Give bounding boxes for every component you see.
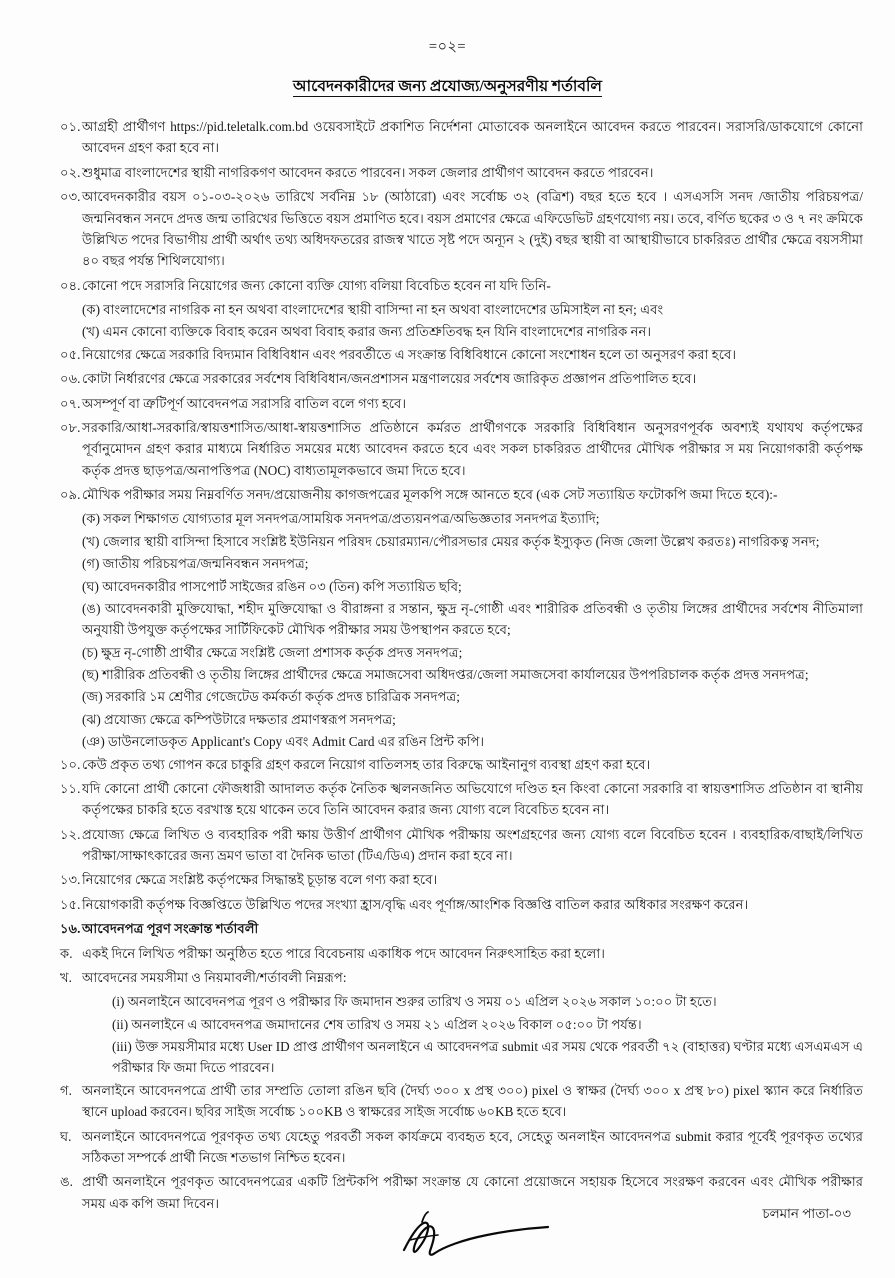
subclause-text: (খ) এমন কোনো ব্যক্তিকে বিবাহ করেন অথবা বিবাহ করার জন্য প্রতিশ্রুতিবদ্ধ হন যিনি বাংলাদেশের নাগরিক নন।: [82, 324, 652, 340]
subclause-text: (গ) জাতীয় পরিচয়পত্র/জন্মনিবন্ধন সনদপত্র;: [82, 556, 309, 572]
subclause-text: (জ) সরকারি ১ম শ্রেণীর গেজেটেড কর্মকর্তা কর্তৃক প্রদত্ত চারিত্রিক সনদপত্র;: [82, 689, 460, 705]
section-item-marker: গ.: [60, 1082, 72, 1098]
clause-number: ১২.: [60, 826, 81, 842]
roman-subclause-text: (ii) অনলাইনে এ আবেদনপত্র জমাদানের শেষ তারিখ ও সময় ২১ এপ্রিল ২০২৬ বিকাল ০৫:০০ টা পর্যন্ত।: [112, 1016, 642, 1032]
clause-text: শুধুমাত্র বাংলাদেশের স্থায়ী নাগরিকগণ আবেদন করতে পারবেন। সকল জেলার প্রার্থীগণ আবেদন করতে পারবেন।: [82, 164, 654, 180]
subclause-item: [26, 321, 869, 342]
roman-subclause-item: [26, 1036, 869, 1079]
clause-item: [26, 417, 869, 481]
clause-item: [26, 186, 869, 272]
subclause-text: (ঘ) আবেদনকারীর পাসপোর্ট সাইজের রঙিন ০৩ (তিন) কপি সত্যায়িত ছবি;: [82, 578, 462, 594]
section-item-text: প্রার্থী অনলাইনে পূরণকৃত আবেদনপত্রের একটি প্রিন্টকপি পরীক্ষা সংক্রান্ত যে কোনো প্রয়োজনে সহায়ক হিসেবে সংরক্ষণ করবেন এবং মৌখিক পরীক্ষার সময় এক কপি জমা দিবেন।: [82, 1174, 863, 1211]
subclause-item: [26, 576, 869, 597]
clause-text: কোটা নির্ধারণের ক্ষেত্রে সরকারের সর্বশেষ বিধিবিধান/জনপ্রশাসন মন্ত্রণালয়ের সর্বশেষ জারিকৃত প্রজ্ঞাপন প্রতিপালিত হবে।: [82, 371, 697, 387]
clause-text: কেউ প্রকৃত তথ্য গোপন করে চাকুরি গ্রহণ করলে নিয়োগ বাতিলসহ তার বিরুদ্ধে আইনানুগ ব্যবস্থা গ্রহণ করা হবে।: [82, 756, 651, 772]
clause-text: কোনো পদে সরাসরি নিয়োগের জন্য কোনো ব্যক্তি যোগ্য বলিয়া বিবেচিত হবেন না যদি তিনি-: [82, 277, 551, 293]
clause-item: [26, 344, 869, 365]
clause-text: সরকারি/আধা-সরকারি/স্বায়ত্তশাসিত/আধা-স্বায়ত্তশাসিত প্রতিষ্ঠানে কর্মরত প্রার্থীগণকে সরকারি বিধিবিধান অনুসরণপূর্বক অবশ্যই যথাযথ কর্তৃপক্ষের পূর্বানুমোদন গ্রহণ করার মাধ্যমে নির্ধারিত সময়ের মধ্যে আবেদন করতে হবে এবং সকল চাকরিরত প্রার্থীদের মৌখিক পরীক্ষার স ময় নিয়োগকারী কর্তৃপক্ষ কর্তৃক প্রদত্ত ছাড়পত্র/অনাপত্তিপত্র (NOC) বাধ্যতামূলকভাবে জমা দিতে হবে।: [82, 419, 863, 478]
section-item-marker: ঘ.: [60, 1128, 72, 1144]
subclause-item: [26, 686, 869, 707]
section-item-marker: ক.: [60, 945, 73, 961]
roman-subclause-text: (iii) উক্ত সময়সীমার মধ্যে User ID প্রাপ্ত প্রার্থীগণ অনলাইনে এ আবেদনপত্র submit এর সময় থেকে পরবর্তী ৭২ (বাহাত্তর) ঘণ্টার মধ্যে এসএমএস এ পরীক্ষার ফি জমা দিতে পারবেন।: [112, 1039, 863, 1076]
clause-text: প্রযোজ্য ক্ষেত্রে লিখিত ও ব্যবহারিক পরী ক্ষায় উত্তীর্ণ প্রার্থীগণ মৌখিক পরীক্ষায় অংশগ্রহণের জন্য যোগ্য বলে বিবেচিত হবেন । ব্যবহারিক/বাছাই/লিখিত পরীক্ষা/সাক্ষাৎকারের জন্য ভ্রমণ ভাতা বা দৈনিক ভাতা (টিএ/ডিএ) প্রদান করা হবে না।: [82, 826, 863, 863]
roman-subclause-item: [26, 991, 869, 1012]
section-item: [26, 1126, 869, 1169]
clause-text: নিয়োগের ক্ষেত্রে সংশ্লিষ্ট কর্তৃপক্ষের সিদ্ধান্তই চূড়ান্ত বলে গণ্য করা হবে।: [82, 872, 438, 888]
clause-item: [26, 484, 869, 505]
section-item: [26, 943, 869, 964]
clause-item: [26, 778, 869, 821]
clause-number: ১১.: [60, 780, 81, 796]
section-heading-item: [26, 918, 869, 939]
clause-item: [26, 116, 869, 159]
section-item-marker: খ.: [60, 969, 72, 985]
clause-number: ১৩.: [60, 872, 81, 888]
section-item-text: অনলাইনে আবেদনপত্রে পূরণকৃত তথ্য যেহেতু পরবর্তী সকল কার্যক্রমে ব্যবহৃত হবে, সেহেতু অনলাইন আবেদনপত্র submit করার পূর্বেই পূরণকৃত তথ্যের সঠিকতা সম্পর্কে প্রার্থী নিজে শতভাগ নিশ্চিত হবেন।: [82, 1128, 863, 1165]
section-item: [26, 967, 869, 988]
clause-item: [26, 894, 869, 915]
clause-text: আগ্রহী প্রার্থীগণ https://pid.teletalk.com.bd ওয়েবসাইটে প্রকাশিত নির্দেশনা মোতাবেক অনলাইনে আবেদন করতে পারবেন। সরাসরি/ডাকযোগে কোনো আবেদন গ্রহণ করা হবে না।: [82, 119, 863, 156]
section-heading-text: আবেদনপত্র পূরণ সংক্রান্ত শর্তাবলী: [82, 921, 259, 937]
subclause-text: (ছ) শারীরিক প্রতিবন্ধী ও তৃতীয় লিঙ্গের প্রার্থীদের ক্ষেত্রে সমাজসেবা অধিদপ্তর/জেলা সমাজসেবা কার্যালয়ের উপপরিচালক কর্তৃক প্রদত্ত সনদপত্র;: [82, 667, 809, 682]
page-title-text: আবেদনকারীদের জন্য প্রযোজ্য/অনুসরণীয় শর্তাবলি: [293, 78, 602, 95]
clause-number: ০৬.: [60, 371, 81, 387]
subclause-item: [26, 299, 869, 320]
subclause-item: [26, 553, 869, 574]
section-item-marker: ঙ.: [60, 1174, 73, 1190]
roman-subclause-item: [26, 1014, 869, 1035]
subclause-item: [26, 709, 869, 730]
clause-number: ১০.: [60, 756, 81, 772]
clause-number: ০৪.: [60, 277, 81, 293]
clause-number: ০৯.: [60, 487, 81, 502]
clause-text: মৌখিক পরীক্ষার সময় নিম্নবর্ণিত সনদ/প্রয়োজনীয় কাগজপত্রের মূলকপি সঙ্গে আনতে হবে (এক সেট সত্যায়িত ফটোকপি জমা দিতে হবে):-: [82, 487, 778, 502]
signature-icon: [352, 1202, 582, 1272]
clause-item: [26, 824, 869, 867]
subclause-text: (চ) ক্ষুদ্র নৃ-গোষ্ঠী প্রার্থীর ক্ষেত্রে সংশ্লিষ্ট জেলা প্রশাসক কর্তৃক প্রদত্ত সনদপত্র;: [82, 644, 463, 660]
subclause-item: [26, 664, 869, 685]
clause-text: আবেদনকারীর বয়স ০১-০৩-২০২৬ তারিখে সর্বনিম্ন ১৮ (আঠারো) এবং সর্বোচ্চ ৩২ (বত্রিশ) বছর হতে হবে । এসএসসি সনদ /জাতীয় পরিচয়পত্র/জন্মনিবন্ধন সনদে প্রদত্ত জন্ম তারিখের ভিত্তিতে বয়স প্রমাণিত হবে। বয়স প্রমাণের ক্ষেত্রে এফিডেভিট গ্রহণযোগ্য নয়। তবে, বর্ণিত ছকের ৩ ও ৭ নং ক্রমিকে উল্লিখিত পদের বিভাগীয় প্রার্থী অর্থাৎ তথ্য অধিদফতরের রাজস্ব খাতে সৃষ্ট পদে অন্যূন ২ (দুই) বছর স্থায়ী বা আস্থায়ীভাবে চাকরিরত প্রার্থীর ক্ষেত্রে বয়সসীমা ৪০ বছর পর্যন্ত শিথিলযোগ্য।: [82, 189, 863, 269]
continuation-note: চলমান পাতা-০৩: [762, 1206, 851, 1221]
page-title: [26, 74, 869, 100]
clause-number: ১৫.: [60, 896, 81, 912]
subclause-text: (ঝ) প্রযোজ্য ক্ষেত্রে কম্পিউটারে দক্ষতার প্রমাণস্বরূপ সনদপত্র;: [82, 711, 396, 727]
clause-text: যদি কোনো প্রার্থী কোনো ফৌজধারী আদালত কর্তৃক নৈতিক স্খলনজনিত অভিযোগে দণ্ডিত হন কিংবা কোনো সরকারি বা স্বায়ত্তশাসিত প্রতিষ্ঠান বা স্থানীয় কর্তৃপক্ষের চাকরি হতে বরখাস্ত হয়ে থাকেন তবে তিনি আবেদন করার জন্য যোগ্য বলে বিবেচিত হবেন না।: [82, 780, 863, 818]
clause-number: ০৫.: [60, 346, 81, 362]
clause-number: ০২.: [60, 164, 81, 180]
subclause-item: [26, 598, 869, 641]
subclause-item: [26, 531, 869, 552]
subclause-text: (ঞ) ডাউনলোডকৃত Applicant's Copy এবং Admit Card এর রঙিন প্রিন্ট কপি।: [82, 734, 485, 750]
clause-item: [26, 162, 869, 183]
clause-text: নিয়োগকারী কর্তৃপক্ষ বিজ্ঞপ্তিতে উল্লিখিত পদের সংখ্যা হ্রাস/বৃদ্ধি এবং পূর্ণাঙ্গ/আংশিক বিজ্ঞপ্তি বাতিল করার অধিকার সংরক্ষণ করেন।: [82, 896, 749, 912]
clause-item: [26, 869, 869, 890]
subclause-text: (ক) সকল শিক্ষাগত যোগ্যতার মূল সনদপত্র/সাময়িক সনদপত্র/প্রত্যয়নপত্র/অভিজ্ঞতার সনদপত্র ইত্যাদি;: [82, 511, 600, 527]
section-item-text: একই দিনে লিখিত পরীক্ষা অনুষ্ঠিত হতে পারে বিবেচনায় একাধিক পদে আবেদন নিরুৎসাহিত করা হলো।: [82, 945, 605, 961]
subclause-text: (ঙ) আবেদনকারী মুক্তিযোদ্ধা, শহীদ মুক্তিযোদ্ধা ও বীরাঙ্গনা র সন্তান, ক্ষুদ্র নৃ-গোষ্ঠী এবং শারীরিক প্রতিবন্ধী ও তৃতীয় লিঙ্গের প্রার্থীদের সর্বশেষ নীতিমালা অনুযায়ী উপযুক্ত কর্তৃপক্ষের সার্টিফিকেট মৌখিক পরীক্ষার সময় উপস্থাপন করতে হবে;: [82, 600, 863, 638]
clause-item: [26, 275, 869, 296]
subclause-text: (খ) জেলার স্থায়ী বাসিন্দা হিসাবে সংশ্লিষ্ট ইউনিয়ন পরিষদ চেয়ারম্যান/পৌরসভার মেয়র কর্তৃক ইস্যুকৃত (নিজ জেলা উল্লেখ করতঃ) নাগরিকত্ব সনদ;: [82, 533, 820, 549]
signature: [352, 1202, 582, 1272]
clause-item: [26, 368, 869, 389]
page-number-marker: =০২=: [428, 39, 467, 55]
clause-number: ০৭.: [60, 395, 81, 411]
section-item: [26, 1080, 869, 1123]
clause-item: [26, 754, 869, 775]
subclause-item: [26, 642, 869, 663]
roman-subclause-text: (i) অনলাইনে আবেদনপত্র পূরণ ও পরীক্ষার ফি জমাদান শুরুর তারিখ ও সময় ০১ এপ্রিল ২০২৬ সকাল ১০:০০ টা হতে।: [112, 994, 717, 1010]
subclause-item: [26, 508, 869, 529]
clause-item: [26, 393, 869, 414]
section-item-text: অনলাইনে আবেদনপত্রে প্রার্থী তার সম্প্রতি তোলা রঙিন ছবি (দৈর্ঘ্য ৩০০ x প্রস্থ ৩০০) pixel ও স্বাক্ষর (দৈর্ঘ্য ৩০০ x প্রস্থ ৮০) pixel স্ক্যান করে নির্ধারিত স্থানে upload করবেন। ছবির সাইজ সর্বোচ্চ ১০০KB ও স্বাক্ষরের সাইজ সর্বোচ্চ ৬০KB হতে হবে।: [82, 1082, 863, 1120]
section-number: ১৬.: [60, 921, 81, 937]
clause-text: নিয়োগের ক্ষেত্রে সরকারি বিদ্যমান বিধিবিধান এবং পরবর্তীতে এ সংক্রান্ত বিধিবিধানে কোনো সংশোধন হলে তা অনুসরণ করা হবে।: [82, 346, 737, 362]
subclause-text: (ক) বাংলাদেশের নাগরিক না হন অথবা বাংলাদেশের স্থায়ী বাসিন্দা না হন অথবা বাংলাদেশের ডমিসাইল না হন; এবং: [82, 302, 664, 317]
subclause-item: [26, 731, 869, 752]
clause-text: অসম্পূর্ণ বা ত্রুটিপূর্ণ আবেদনপত্র সরাসরি বাতিল বলে গণ্য হবে।: [82, 395, 407, 411]
section-item-text: আবেদনের সময়সীমা ও নিয়মাবলী/শর্তাবলী নিম্নরূপ:: [82, 969, 347, 985]
clause-number: ০৩.: [60, 189, 81, 205]
clause-number: ০৮.: [60, 419, 81, 435]
clause-number: ০১.: [60, 119, 81, 134]
